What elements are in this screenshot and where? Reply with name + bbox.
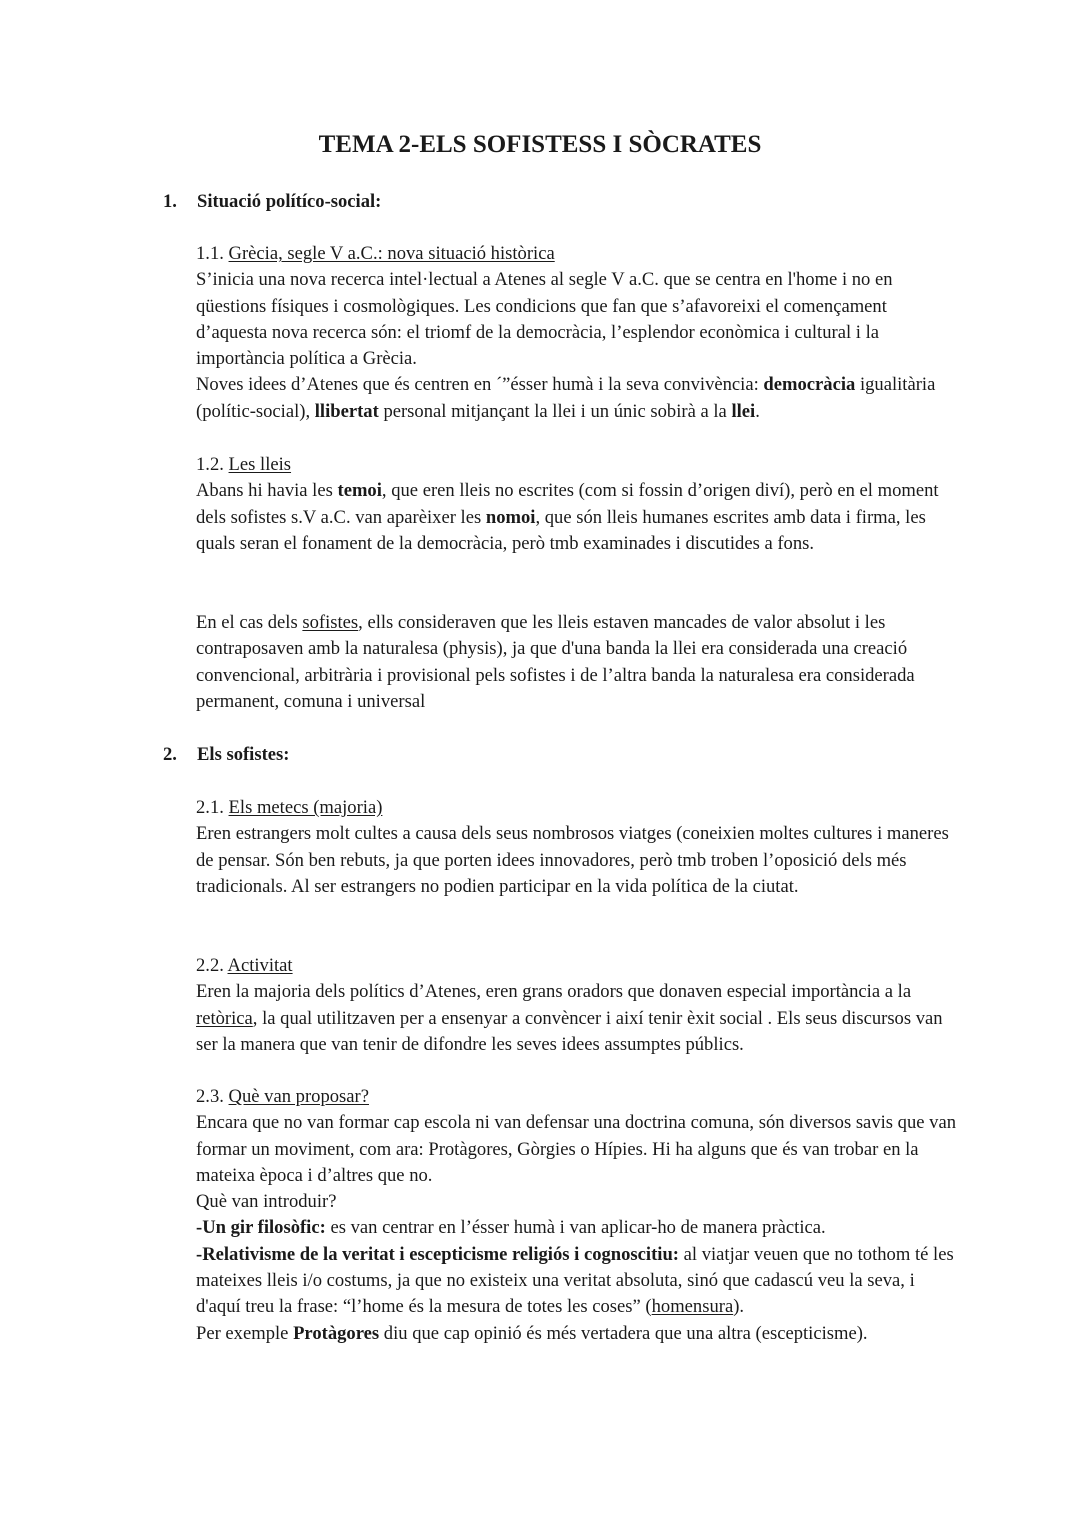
text-run: , que eren lleis no escrites (com si fossin d’origen diví), però en el moment dels sofistes s.V a.C. van aparèixer les [196,480,939,528]
paragraph-2-3-c [196,1215,956,1241]
bold-term-democracia: democràcia [763,374,856,396]
subsection-2-2-number: 2.2. [196,955,228,976]
bold-term-protagores: Protàgores [293,1322,380,1344]
text-run: En el cas dels [196,612,303,633]
section-1-number: 1. [163,191,177,212]
subsection-1-1-heading [196,241,956,267]
subsection-1-2-number: 1.2. [196,454,229,475]
subsection-1-2-title: Les lleis [228,454,292,475]
subsection-2-1-title: Els metecs (majoria) [228,797,383,818]
subsection-2-1-heading [196,795,956,821]
subsection-2-3-title: Què van proposar? [228,1086,369,1107]
text-run: , la qual utilitzaven per a ensenyar a convèncer i així tenir èxit social . Els seus discursos van ser la manera que van tenir de difondre les seves idees assumptes públics. [196,1007,943,1055]
text-run: es van centrar en l’ésser humà i van aplicar-ho de manera pràctica. [325,1217,826,1239]
subsection-2-2-title: Activitat [227,955,293,976]
bold-term-temoi: temoi [337,480,382,502]
section-2-number: 2. [163,744,177,765]
paragraph-1-2-a [196,478,956,557]
text-run: . [755,400,760,422]
text-run: ). [733,1296,745,1318]
section-1-title: Situació polítíco-social: [197,191,382,212]
text-run: al viatjar veuen que no tothom té les mateixes lleis i/o costums, ja que no existeix una veritat absoluta, sinó que cadascú veu la seva, i d'aquí treu la frase: “l’home és la mesura de totes les coses” ( [196,1243,954,1318]
subsection-2-1 [196,795,956,900]
subsection-1-1-number: 1.1. [196,243,229,264]
paragraph-1-1-a: S’inicia una nova recerca intel·lectual a Atenes al segle V a.C. que se centra en l'home i no en qüestions físiques i cosmològiques. Les condicions que fan que s’afavoreixi el començament d’aquesta nova recerca són: el triomf de la democràcia, l’esplendor econòmica i cultural i la importància política a Grècia. [196,269,893,370]
paragraph-2-2 [196,979,956,1058]
subsection-2-3-number: 2.3. [196,1086,229,1107]
section-2-title: Els sofistes: [197,744,290,765]
bold-term-gir-filosofic: -Un gir filosòfic: [196,1217,326,1239]
underlined-term-sofistes: sofistes [302,612,359,633]
text-run: Abans hi havia les [196,480,338,502]
section-2-heading [163,742,289,768]
subsection-2-1-number: 2.1. [196,797,229,818]
subsection-1-2 [196,452,956,557]
paragraph-2-3-a: Encara que no van formar cap escola ni van defensar una doctrina comuna, són diversos savis que van formar un moviment, com ara: Protàgores, Gòrgies o Hípies. Hi ha alguns que és van trobar en la mateixa època i d’altres que no. [196,1112,957,1186]
paragraph-1-2-b [196,610,956,715]
subsection-1-2-heading [196,452,956,478]
text-run: Noves idees d’Atenes que és centren en ´”ésser humà i la seva convivència: [196,374,764,396]
subsection-1-1 [196,241,956,425]
subsection-2-3-heading [196,1084,956,1110]
subsection-1-1-title: Grècia, segle V a.C.: nova situació històrica [228,243,555,264]
underlined-term-homensura: homensura [651,1296,734,1318]
text-run: Eren la majoria dels polítics d’Atenes, eren grans oradors que donaven especial importància a la [196,981,912,1003]
paragraph-2-3-e [196,1321,956,1347]
paragraph-2-3-d [196,1242,956,1321]
text-run: Per exemple [196,1322,294,1344]
paragraph-2-1: Eren estrangers molt cultes a causa dels seus nombrosos viatges (coneixien moltes cultures i maneres de pensar. Són ben rebuts, ja que porten idees innovadores, però tmb troben l’oposició dels més tradicionals. Al ser estrangers no podien participar en la vida política de la ciutat. [196,823,949,897]
bold-term-nomoi: nomoi [485,506,536,528]
text-run: , que són lleis humanes escrites amb data i firma, les quals seran el fonament de la democràcia, però tmb examinades i discutides a fons. [196,506,926,554]
bold-term-relativisme: -Relativisme de la veritat i escepticisme religiós i cognoscitiu: [196,1243,679,1265]
paragraph-1-2-b-text [196,610,956,715]
text-run: igualitària (polític-social), [196,374,936,422]
subsection-2-2-heading [196,953,956,979]
paragraph-2-3-b: Què van introduir? [196,1191,337,1213]
subsection-2-3 [196,1084,956,1347]
section-1-heading [163,189,381,215]
text-run: diu que cap opinió és més vertadera que una altra (escepticisme). [379,1322,868,1344]
subsection-2-2 [196,953,956,1058]
bold-term-llei: llei [731,400,756,422]
underlined-term-retorica: retòrica [196,1007,253,1029]
bold-term-llibertat: llibertat [314,400,379,422]
document-title: TEMA 2-ELS SOFISTESS I SÒCRATES [318,131,762,158]
text-run: personal mitjançant la llei i un únic sobirà a la [378,400,732,422]
text-run: , ells consideraven que les lleis estaven mancades de valor absolut i les contraposaven amb la naturalesa (physis), ja que d'una banda la llei era considerada una creació convencional, arbitrària i provisional pels sofistes i de l’altra banda la naturalesa era considerada permanent, comuna i universal [196,612,915,712]
paragraph-1-1-b [196,372,956,425]
